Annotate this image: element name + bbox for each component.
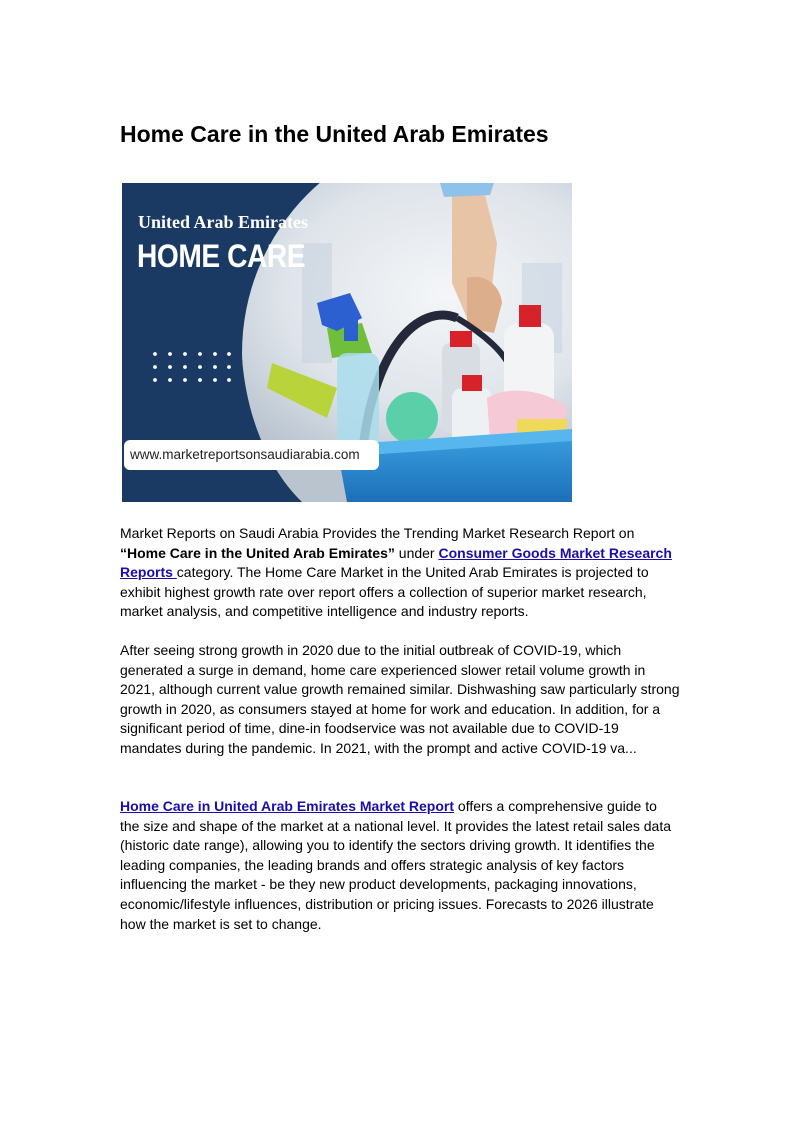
banner-image (122, 183, 572, 502)
intro-text-c: category. The Home Care Market in the United Arab Emirates is projected to exhibit highest growth rate over report offers a collection of superior market research, market analysis, and competitive intelligence and industry reports. (120, 564, 649, 620)
intro-text-b: under (394, 544, 439, 561)
banner-url: www.marketreportsonsaudiarabia.com (124, 440, 379, 470)
market-report-link[interactable]: Home Care in United Arab Emirates Market Report (120, 798, 455, 814)
intro-paragraph (120, 524, 680, 622)
consumer-goods-link[interactable]: Consumer Goods Market Research Reports (120, 544, 672, 581)
banner-subtitle: United Arab Emirates (138, 212, 308, 232)
page-title: Home Care in the United Arab Emirates (120, 121, 549, 147)
report-title-quote: “Home Care in the United Arab Emirates” (120, 544, 395, 561)
banner-heading: HOME CARE (137, 238, 306, 274)
covid-paragraph: After seeing strong growth in 2020 due to the initial outbreak of COVID-19, which generated a surge in demand, home care experienced slower retail volume growth in 2021, although current value growth remained similar. Dishwashing saw particularly strong growth in 2020, as consumers stayed at home for work and education. In addition, for a significant period of time, dine-in foodservice was not available due to COVID-19 mandates during the pandemic. In 2021, with the prompt and active COVID-19 va... (120, 642, 680, 756)
intro-text-a: Market Reports on Saudi Arabia Provides the Trending Market Research Report on (120, 525, 635, 541)
report-paragraph (120, 797, 680, 934)
dots-decoration-icon (152, 351, 232, 383)
report-text: offers a comprehensive guide to the size and shape of the market at a national level. It provides the latest retail sales data (historic date range), allowing you to identify the sectors driving growth. It identifies the leading companies, the leading brands and offers strategic analysis of key factors influencing the market - be they new product developments, packaging innovations, economic/lifestyle influences, distribution or pricing issues. Forecasts to 2026 illustrate how the market is set to change. (120, 798, 671, 932)
